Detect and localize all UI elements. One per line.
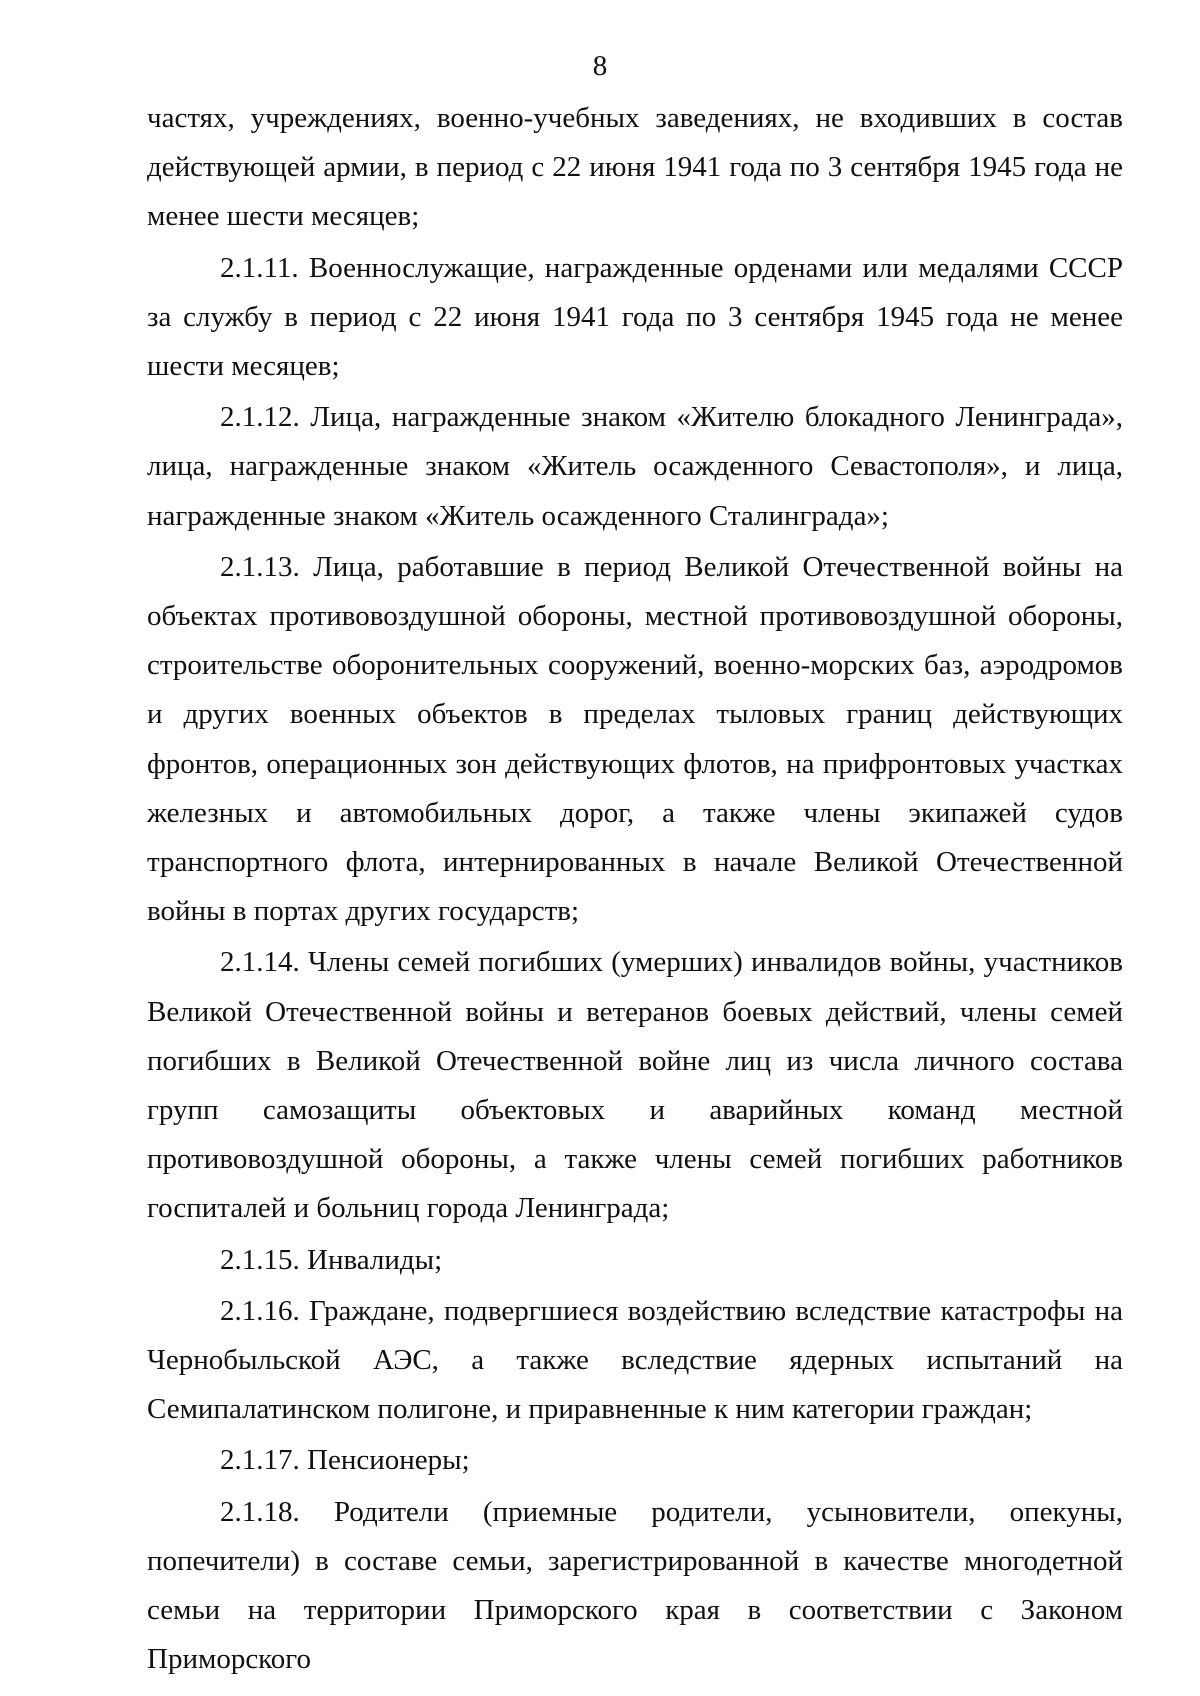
paragraph-continuation: частях, учреждениях, военно-учебных заведениях, не входивших в состав действующей армии, в период с 22 июня 1941 года по 3 сентября 1945 года не менее шести месяцев; (147, 102, 1123, 233)
document-body (147, 94, 1123, 1685)
page-number: 8 (592, 50, 608, 82)
paragraph-2-1-17: 2.1.17. Пенсионеры; (220, 1444, 470, 1477)
paragraph-2-1-15: 2.1.15. Инвалиды; (220, 1243, 443, 1276)
paragraph-2-1-14: 2.1.14. Члены семей погибших (умерших) инвалидов войны, участников Великой Отечественной войны и ветеранов боевых действий, члены семей погибших в Великой Отечественной войне лиц из числа личного состава групп самозащиты объектовых и аварийных команд местной противовоздушной обороны, а также члены семей погибших работников госпиталей и больниц города Ленинграда; (147, 946, 1123, 1225)
paragraph-2-1-12: 2.1.12. Лица, награжденные знаком «Жителю блокадного Ленинграда», лица, награжденные знаком «Житель осажденного Севастополя», и лица, награжденные знаком «Житель осажденного Сталинграда»; (147, 401, 1123, 532)
paragraph-2-1-16: 2.1.16. Граждане, подвергшиеся воздействию вследствие катастрофы на Чернобыльской АЭС, а также вследствие ядерных испытаний на Семипалатинском полигоне, и приравненные к ним категории граждан; (147, 1294, 1123, 1426)
paragraph-2-1-11: 2.1.11. Военнослужащие, награжденные орденами или медалями СССР за службу в период с 22 июня 1941 года по 3 сентября 1945 года не менее шести месяцев; (147, 251, 1123, 383)
paragraph-2-1-13: 2.1.13. Лица, работавшие в период Великой Отечественной войны на объектах противовоздушной обороны, местной противовоздушной обороны, строительстве оборонительных сооружений, военно-морских баз, аэродромов и других военных объектов в пределах тыловых границ действующих фронтов, операционных зон действующих флотов, на прифронтовых участках железных и автомобильных дорог, а также члены экипажей судов транспортного флота, интернированных в начале Великой Отечественной войны в портах других государств; (147, 550, 1123, 928)
paragraph-2-1-18: 2.1.18. Родители (приемные родители, усыновители, опекуны, попечители) в составе семьи, зарегистрированной в качестве многодетной семьи на территории Приморского края в соответствии с Законом Приморского (147, 1495, 1123, 1676)
